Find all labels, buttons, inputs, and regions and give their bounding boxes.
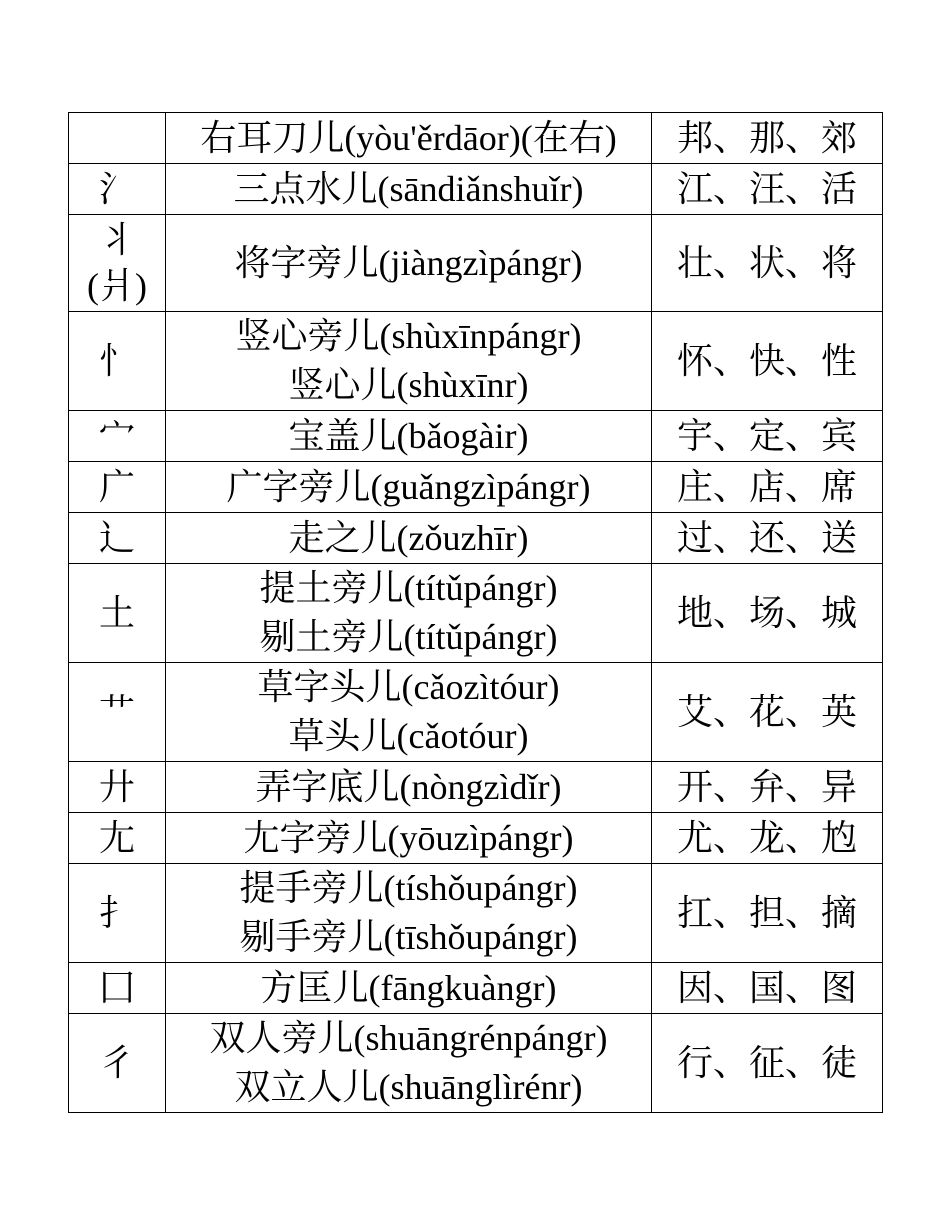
example-characters-cell — [652, 813, 883, 864]
radical-name: 右耳刀儿(yòu'ěrdāor)(在右) — [200, 118, 617, 158]
radical-cell — [69, 462, 166, 513]
table-row — [69, 963, 883, 1014]
table-row — [69, 312, 883, 411]
radical-name: 草头儿(cǎotóur) — [288, 716, 529, 756]
radical-cell — [69, 411, 166, 462]
radical-cell — [69, 663, 166, 762]
example-characters-cell — [652, 663, 883, 762]
radical-name-cell — [166, 513, 652, 564]
radical-table-body — [69, 113, 883, 1113]
table-row — [69, 762, 883, 813]
radical-glyph: 忄 — [98, 341, 135, 381]
radical-name: 尢字旁儿(yōuzìpángr) — [243, 818, 574, 858]
table-row — [69, 164, 883, 215]
table-row — [69, 513, 883, 564]
radical-cell — [69, 963, 166, 1014]
radical-glyph: 土 — [98, 593, 135, 633]
example-characters-cell — [652, 312, 883, 411]
radical-name: 提手旁儿(tíshǒupángr) — [239, 868, 578, 908]
example-characters: 宇、定、宾 — [676, 416, 857, 456]
table-row — [69, 215, 883, 312]
radical-name-cell — [166, 411, 652, 462]
example-characters: 因、国、图 — [676, 968, 857, 1008]
radical-name-cell — [166, 963, 652, 1014]
radical-name-cell — [166, 113, 652, 164]
radical-cell — [69, 164, 166, 215]
example-characters: 过、还、送 — [676, 518, 857, 558]
example-characters-cell — [652, 215, 883, 312]
radical-name: 剔土旁儿(títǔpángr) — [259, 617, 558, 657]
example-characters-cell — [652, 864, 883, 963]
radical-name: 走之儿(zǒuzhīr) — [288, 518, 529, 558]
radical-name: 提土旁儿(títǔpángr) — [259, 568, 558, 608]
table-row — [69, 564, 883, 663]
radical-name: 方匡儿(fāngkuàngr) — [260, 968, 557, 1008]
radical-glyph: 丬 — [98, 220, 135, 260]
radical-cell — [69, 864, 166, 963]
radical-name: 竖心儿(shùxīnr) — [288, 365, 529, 405]
example-characters-cell — [652, 564, 883, 663]
radical-name: 弄字底儿(nòngzìdǐr) — [255, 767, 562, 807]
example-characters-cell — [652, 164, 883, 215]
example-characters: 壮、状、将 — [676, 243, 857, 283]
example-characters-cell — [652, 411, 883, 462]
table-row — [69, 462, 883, 513]
radical-glyph: 宀 — [98, 416, 135, 456]
radical-name: 广字旁儿(guǎngzìpángr) — [226, 467, 591, 507]
table-row — [69, 864, 883, 963]
example-characters: 开、弁、异 — [676, 767, 857, 807]
radical-glyph: 廾 — [98, 767, 135, 807]
radical-cell — [69, 813, 166, 864]
radical-glyph: 艹 — [98, 692, 135, 732]
radical-name-cell — [166, 1014, 652, 1113]
table-row — [69, 1014, 883, 1113]
example-characters: 庄、店、席 — [676, 467, 857, 507]
example-characters-cell — [652, 462, 883, 513]
radical-table — [68, 112, 883, 1113]
radical-glyph: 彳 — [98, 1043, 135, 1083]
radical-name-cell — [166, 462, 652, 513]
table-row — [69, 411, 883, 462]
example-characters: 尤、龙、尥 — [676, 818, 857, 858]
example-characters-cell — [652, 113, 883, 164]
example-characters-cell — [652, 513, 883, 564]
radical-cell — [69, 762, 166, 813]
radical-alt-glyph: (爿) — [87, 266, 147, 306]
radical-glyph: 尢 — [98, 818, 135, 858]
radical-glyph: 囗 — [98, 968, 135, 1008]
radical-name: 双人旁儿(shuāngrénpángr) — [209, 1018, 608, 1058]
radical-name: 剔手旁儿(tīshǒupángr) — [239, 917, 578, 957]
radical-name-cell — [166, 564, 652, 663]
example-characters-cell — [652, 963, 883, 1014]
radical-name: 将字旁儿(jiàngzìpángr) — [234, 243, 583, 283]
radical-name-cell — [166, 762, 652, 813]
example-characters: 艾、花、英 — [676, 692, 857, 732]
table-row — [69, 663, 883, 762]
radical-name: 草字头儿(cǎozìtóur) — [257, 667, 560, 707]
radical-cell — [69, 215, 166, 312]
radical-glyph: 广 — [98, 467, 135, 507]
example-characters-cell — [652, 762, 883, 813]
example-characters: 邦、那、郊 — [676, 118, 857, 158]
table-row — [69, 813, 883, 864]
radical-name: 三点水儿(sāndiǎnshuǐr) — [233, 169, 584, 209]
example-characters: 怀、快、性 — [676, 341, 857, 381]
example-characters: 地、场、城 — [676, 593, 857, 633]
radical-name: 双立人儿(shuānglìrénr) — [234, 1067, 583, 1107]
radical-cell — [69, 564, 166, 663]
radical-glyph: 氵 — [98, 169, 135, 209]
example-characters: 行、征、徒 — [676, 1043, 857, 1083]
radical-glyph: 辶 — [98, 518, 135, 558]
radical-name-cell — [166, 663, 652, 762]
radical-cell — [69, 113, 166, 164]
radical-cell — [69, 1014, 166, 1113]
radical-name-cell — [166, 312, 652, 411]
radical-cell — [69, 513, 166, 564]
radical-name-cell — [166, 215, 652, 312]
radical-name-cell — [166, 864, 652, 963]
radical-glyph: 扌 — [98, 893, 135, 933]
radical-name: 宝盖儿(bǎogàir) — [288, 416, 529, 456]
radical-name: 竖心旁儿(shùxīnpángr) — [235, 316, 582, 356]
example-characters: 扛、担、摘 — [676, 893, 857, 933]
table-row — [69, 113, 883, 164]
radical-name-cell — [166, 813, 652, 864]
radical-name-cell — [166, 164, 652, 215]
example-characters-cell — [652, 1014, 883, 1113]
radical-cell — [69, 312, 166, 411]
example-characters: 江、汪、活 — [676, 169, 857, 209]
